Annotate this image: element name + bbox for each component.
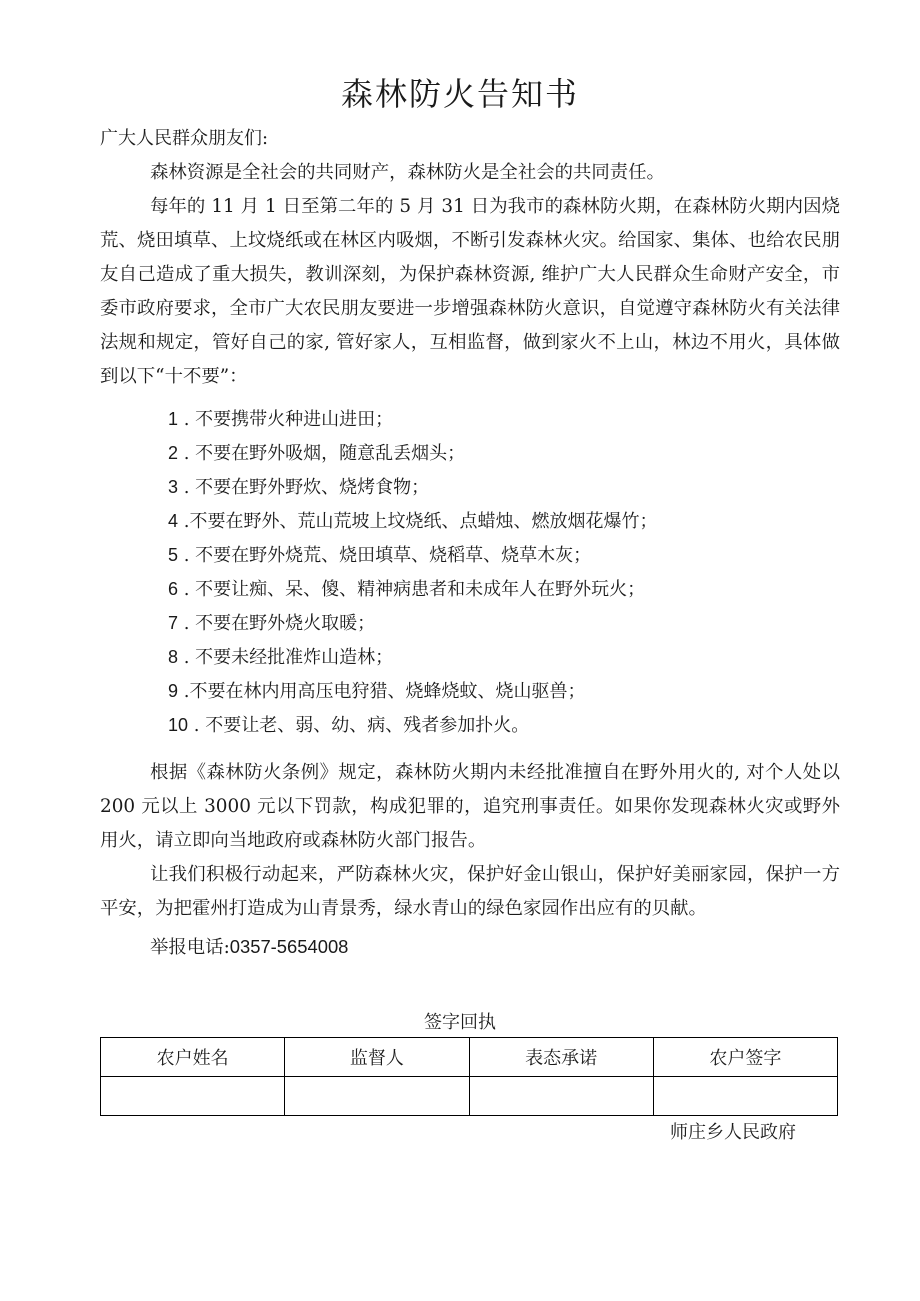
cell-supervisor[interactable] [285, 1077, 469, 1116]
rule-number: 10 [168, 715, 189, 735]
salutation: 广大人民群众朋友们: [100, 128, 269, 149]
table-row [101, 1077, 838, 1116]
paragraph-intro: 森林资源是全社会的共同财产，森林防火是全社会的共同责任。 [150, 162, 665, 183]
list-item [168, 640, 657, 674]
header-supervisor: 监督人 [285, 1038, 469, 1077]
rule-text: . 不要在野外烧荒、烧田填草、烧稻草、烧草木灰； [178, 545, 592, 566]
rule-text: .不要在林内用高压电狩猎、烧蜂烧蚊、烧山驱兽； [178, 681, 586, 702]
rule-number: 2 [168, 443, 179, 463]
paragraph-fire-period: 每年的 11 月 1 日至第二年的 5 月 31 日为我市的森林防火期，在森林防火期内因烧荒、烧田填草、上坟烧纸或在林区内吸烟，不断引发森林火灾。给国家、集体、也给农民朋友自己造成了重大损失，教训深刻，为保护森林资源, 维护广大人民群众生命财产安全，市委市政府要求，全市广大农民朋友要进一步增强森林防火意识，自觉遵守森林防火有关法律法规和规定，管好自己的家, 管好家人，互相监督，做到家火不上山，林边不用火，具体做到以下“十不要”： [100, 196, 840, 387]
rule-number: 8 [168, 647, 179, 667]
list-item [168, 708, 657, 742]
rule-text: . 不要携带火种进山进田； [178, 409, 394, 430]
paragraph-penalty: 根据《森林防火条例》规定，森林防火期内未经批准擅自在野外用火的, 对个人处以 200 元以上 3000 元以下罚款，构成犯罪的，追究刑事责任。如果你发现森林火灾或野外用火，请立即向当地政府或森林防火部门报告。 [100, 762, 840, 851]
rule-text: . 不要让老、弱、幼、病、残者参加扑火。 [188, 715, 530, 736]
header-commitment: 表态承诺 [469, 1038, 653, 1077]
receipt-table [100, 1037, 838, 1116]
list-item [168, 504, 657, 538]
issuing-authority: 师庄乡人民政府 [670, 1122, 796, 1143]
list-item [168, 674, 657, 708]
list-item [168, 572, 657, 606]
rule-text: . 不要在野外野炊、烧烤食物； [178, 477, 430, 498]
rule-text: . 不要在野外吸烟，随意乱丢烟头； [178, 443, 466, 464]
header-farmer-signature: 农户签字 [653, 1038, 837, 1077]
rule-text: . 不要在野外烧火取暖； [178, 613, 376, 634]
rule-number: 6 [168, 579, 179, 599]
list-item [168, 402, 657, 436]
rule-number: 7 [168, 613, 179, 633]
cell-farmer-signature[interactable] [653, 1077, 837, 1116]
paragraph-call-to-action: 让我们积极行动起来，严防森林火灾，保护好金山银山，保护好美丽家园，保护一方平安，为把霍州打造成为山青景秀，绿水青山的绿色家园作出应有的贝献。 [100, 864, 840, 919]
hotline-number: 0357-5654008 [229, 936, 349, 957]
rule-number: 3 [168, 477, 179, 497]
table-header-row [101, 1038, 838, 1077]
page-title: 森林防火告知书 [340, 75, 579, 113]
cell-farmer-name[interactable] [101, 1077, 285, 1116]
rule-text: .不要在野外、荒山荒坡上坟烧纸、点蜡烛、燃放烟花爆竹； [178, 511, 658, 532]
rule-text: . 不要未经批准炸山造林； [178, 647, 394, 668]
list-item [168, 538, 657, 572]
rule-number: 9 [168, 681, 179, 701]
rule-number: 4 [168, 511, 179, 531]
rule-number: 5 [168, 545, 179, 565]
list-item [168, 470, 657, 504]
rule-number: 1 [168, 409, 179, 429]
receipt-title: 签字回执 [424, 1012, 496, 1033]
hotline [150, 930, 348, 965]
rule-text: . 不要让痴、呆、傻、精神病患者和未成年人在野外玩火； [178, 579, 646, 600]
list-item [168, 606, 657, 640]
cell-commitment[interactable] [469, 1077, 653, 1116]
list-item [168, 436, 657, 470]
hotline-label: 举报电话: [150, 937, 230, 958]
header-farmer-name: 农户姓名 [101, 1038, 285, 1077]
rules-list [168, 402, 657, 742]
